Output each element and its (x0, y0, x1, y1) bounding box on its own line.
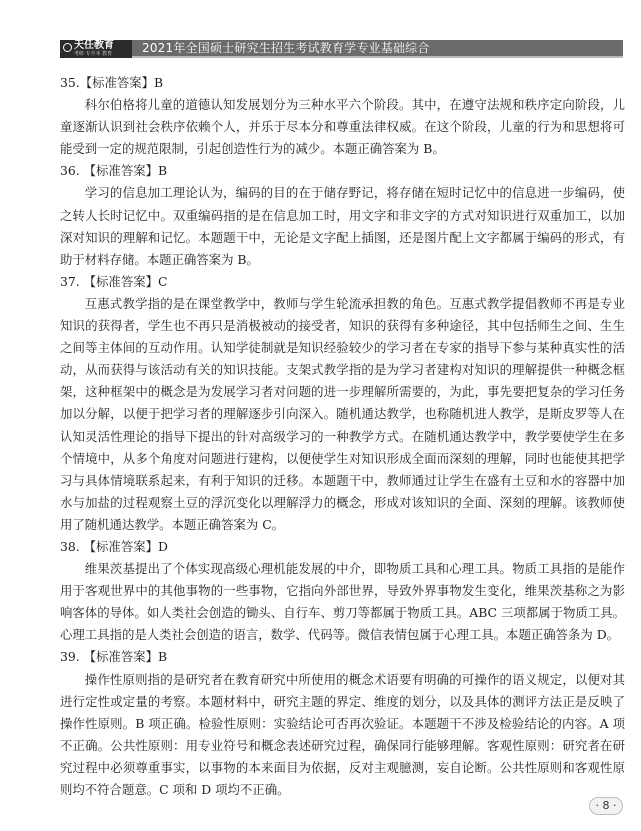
page-header (0, 0, 641, 62)
answer-label: 37. 【标准答案】C (60, 273, 168, 289)
answer-explanation: 操作性原则指的是研究者在教育研究中所使用的概念术语要有明确的可操作的语义规定，以便对其进行定性或定量的考察。本题材料中，研究主题的界定、维度的划分，以及具体的测评方法正是反映了操作性原则。B 项正确。检验性原则：实验结论可否再次验证。本题题干不涉及检验结论的内容。A 项不正确。公共性原则：用专业符号和概念表述研究过程，确保同行能够理解。客观性原则：研究者在研究过程中必须尊重事实，以事物的本来面目为依据，反对主观臆测，妄自论断。公共性原则和客观性原则均不符合题意。C 项和 D 项均不正确。 (60, 671, 625, 797)
logo-subtext: 考研 专升本 教育 (74, 51, 113, 57)
answer-label: 36. 【标准答案】B (60, 163, 168, 179)
answer-content (60, 72, 625, 801)
answer-explanation: 互惠式教学指的是在课堂教学中，教师与学生轮流承担教的角色。互惠式教学提倡教师不再是专业知识的获得者，学生也不再只是消极被动的接受者，知识的获得有多种途径，其中包括师生之间、生生之间等主体间的互动作用。认知学徒制就是知识经验较少的学习者在专家的指导下参与某种真实性的活动，从而获得与该活动有关的知识技能。支架式教学指的是为学习者建构对知识的理解提供一种概念框架，这种框架中的概念是为发展学习者对问题的进一步理解所需要的，为此，事先要把复杂的学习任务加以分解，以便于把学习者的理解逐步引向深入。随机通达教学，也称随机进人教学，是斯皮罗等人在认知灵活性理论的指导下提出的针对高级学习的一种教学方式。在随机通达教学中，教学要使学生在多个情境中，从多个角度对问题进行建构，以便使学生对知识形成全面而深刻的理解，同时也能使其把学习与具体情境联系起来，有利于知识的迁移。本题题干中，教师通过让学生在盛有土豆和水的容器中加水与加盐的过程观察土豆的浮沉变化以理解浮力的概念，形成对该知识的全面、深刻的理解。该教师使用了随机通达教学。本题正确答案为 C。 (60, 295, 625, 532)
document-title: 2021年全国硕士研究生招生考试教育学专业基础综合 (142, 41, 430, 55)
answer-explanation: 维果茨基提出了个体实现高级心理机能发展的中介，即物质工具和心理工具。物质工具指的是能作用于客观世界中的其他事物的一些事物，它指向外部世界，导致外界事物发生变化，维果茨基称之为影响客体的导体。如人类社会创造的锄头、自行车、剪刀等都属于物质工具。ABC 三项都属于物质工具。心理工具指的是人类社会创造的语言，数学、代码等。微信表情包属于心理工具。本题正确答条为 D。 (60, 561, 625, 643)
answer-label: 39. 【标准答案】B (60, 649, 168, 665)
publisher-logo (60, 40, 132, 58)
answer-label: 35.【标准答案】B (60, 75, 164, 90)
answer-label: 38. 【标准答案】D (60, 538, 168, 554)
page-number: · 8 · (589, 797, 623, 815)
answer-explanation: 科尔伯格将儿童的道德认知发展划分为三种水平六个阶段。其中，在遵守法规和秩序定向阶段，儿童逐渐认识到社会秩序依赖个人，并乐于尽本分和尊重法律权威。在这个阶段，儿童的行为和思想将可能受到一定的规范限制，引起创造性行为的减少。本题正确答案为 B。 (60, 97, 625, 157)
logo-text: 天任教育 (74, 40, 114, 51)
header-rule (60, 56, 623, 58)
logo-mark-icon (63, 43, 72, 52)
answer-explanation: 学习的信息加工理论认为，编码的目的在于储存野记，将存储在短时记忆中的信息进一步编码，使之转人长时记忆中。双重编码指的是在信息加工时，用文字和非文字的方式对知识进行双重加工，以加深对知识的理解和记忆。本题题干中，无论是文字配上插图，还是图片配上文字都属于编码的形式，有助于材料存储。本题正确答案为 B。 (60, 185, 625, 267)
